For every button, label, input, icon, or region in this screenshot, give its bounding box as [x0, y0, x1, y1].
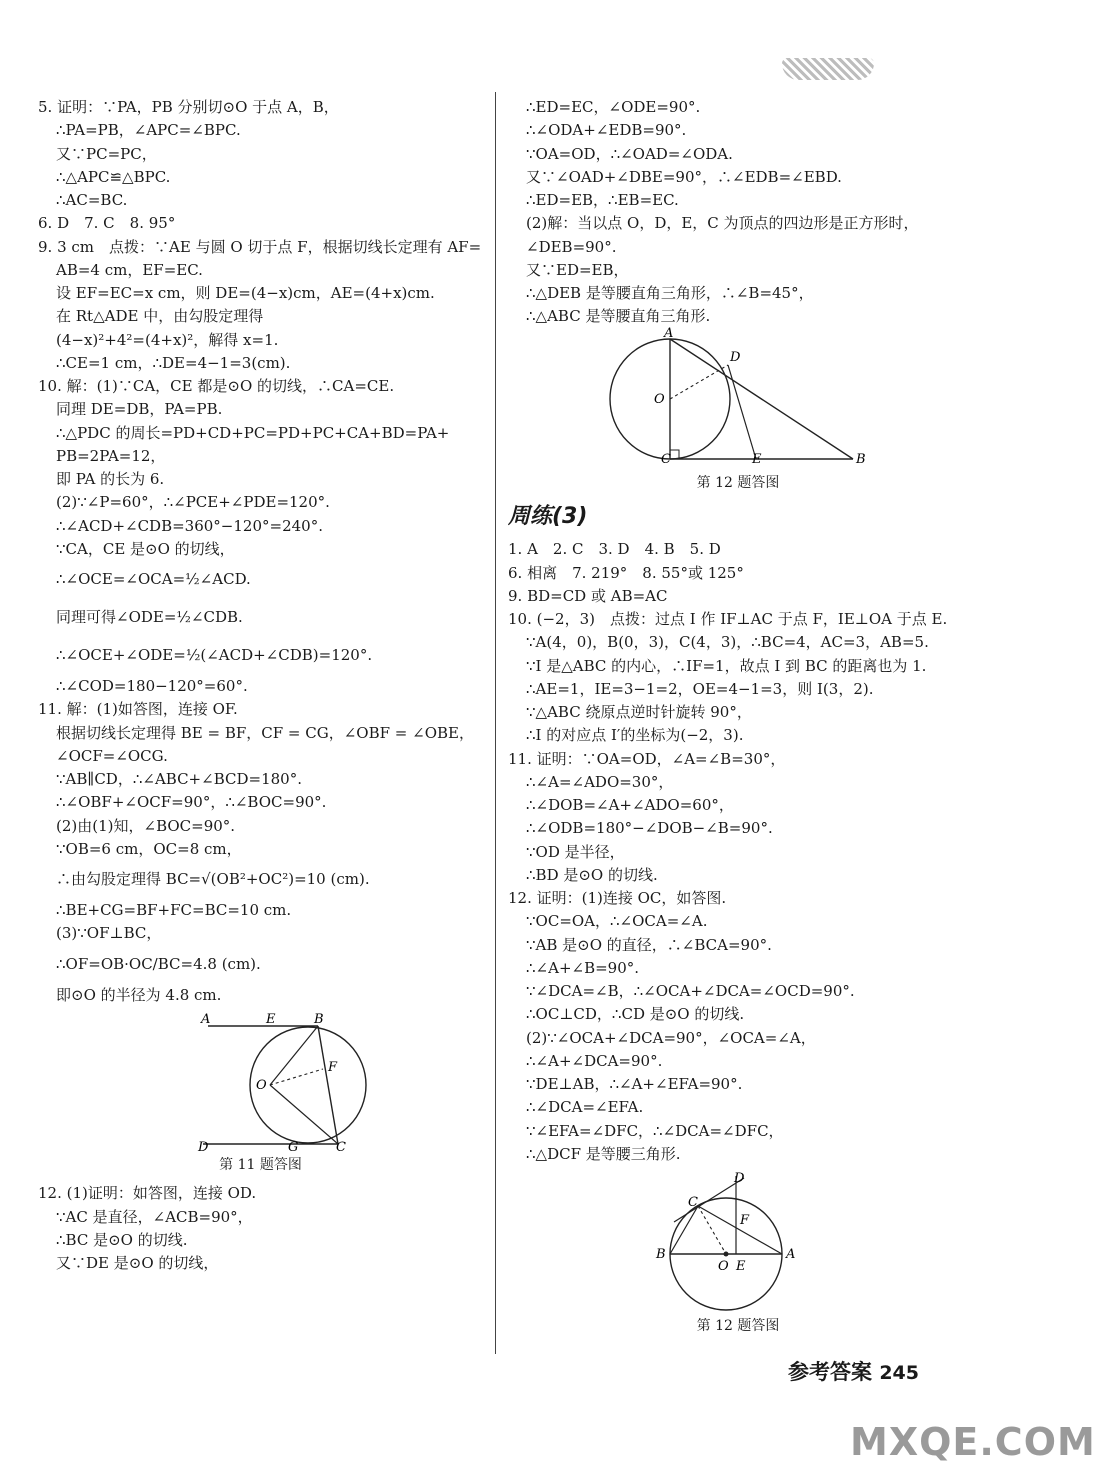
text-line: 在 Rt△ADE 中，由勾股定理得 [56, 307, 264, 326]
figure-11-diagram [38, 1013, 493, 1153]
text-line: (2)∵∠OCA+∠DCA=90°，∠OCA=∠A， [526, 1028, 816, 1047]
fig12b-label: A [786, 1247, 796, 1263]
text-line: ∴∠A+∠B=90°. [526, 958, 640, 977]
text-line: (3)∵OF⊥BC， [56, 924, 162, 943]
text-line: 根据切线长定理得 BE = BF，CF = CG，∠OBF = ∠OBE， [56, 723, 474, 742]
text-line: ∴∠A+∠DCA=90°. [526, 1051, 663, 1070]
fig11-label: O [256, 1077, 267, 1093]
text-line: (4−x)²+4²=(4+x)²，解得 x=1. [56, 330, 279, 349]
fig12a-label: B [856, 451, 866, 467]
text-line: 又∵ED=EB， [526, 260, 629, 279]
section-title: 周练(3) [508, 504, 588, 530]
text-line: 又∵∠OAD+∠DBE=90°，∴∠EDB=∠EBD. [526, 167, 842, 186]
text-line: 9. 3 cm 点拨：∵AE 与圆 O 切于点 F，根据切线长定理有 AF= [38, 237, 482, 256]
right-column [508, 96, 968, 1344]
fig12b-label: D [734, 1171, 745, 1187]
text-line: ∵A(4，0)，B(0，3)，C(4，3)，∴BC=4，AC=3，AB=5. [526, 633, 929, 652]
fig11-label: B [314, 1011, 324, 1027]
fraction-line-2: 同理可得∠ODE=½∠CDB. [56, 608, 243, 627]
text-line: PB=2PA=12， [56, 446, 166, 465]
text-line: 11. 解：(1)如答图，连接 OF. [38, 700, 238, 719]
text-line: ∠DEB=90°. [526, 237, 617, 256]
text-line: ∵OB=6 cm，OC=8 cm， [56, 839, 242, 858]
text-line: ∴∠ODA+∠EDB=90°. [526, 121, 687, 140]
left-lines-c [38, 899, 493, 946]
text-line: ∴△DCF 是等腰三角形. [526, 1144, 681, 1163]
fraction-line-5: ∴OF=OB·OC/BC=4.8 (cm). [56, 954, 261, 973]
text-line: ∴PA=PB，∠APC=∠BPC. [56, 121, 241, 140]
fig12a-label: D [730, 349, 741, 365]
text-line: 设 EF=EC=x cm，则 DE=(4−x)cm，AE=(4+x)cm. [56, 284, 435, 302]
text-line: ∵OA=OD，∴∠OAD=∠ODA. [526, 144, 733, 163]
left-lines-b [38, 675, 493, 861]
fig12b-label: B [656, 1247, 666, 1263]
text-line: ∴△PDC 的周长=PD+CD+PC=PD+PC+CA+BD=PA+ [56, 423, 450, 442]
text-line: ∴∠A=∠ADO=30°， [526, 772, 674, 791]
fig12a-label: E [752, 451, 762, 467]
text-line: ∴BC 是⊙O 的切线. [56, 1230, 188, 1249]
text-line: ∴BE+CG=BF+FC=BC=10 cm. [56, 901, 292, 919]
text-line: ∵CA，CE 是⊙O 的切线， [56, 539, 235, 558]
text-line: ∴AC=BC. [56, 191, 128, 209]
text-line: ∴∠OBF+∠OCF=90°，∴∠BOC=90°. [56, 793, 327, 812]
text-line: 6. 相离 7. 219° 8. 55°或 125° [508, 563, 744, 582]
left-column [38, 96, 493, 1275]
text-line: 5. 证明：∵PA，PB 分别切⊙O 于点 A，B， [38, 98, 339, 116]
footer-label: 参考答案 [788, 1360, 872, 1384]
text-line: ∴∠DOB=∠A+∠ADO=60°， [526, 796, 734, 815]
fig11-label: E [266, 1011, 276, 1027]
figure-11-caption: 第 11 题答图 [219, 1156, 302, 1173]
text-line: ∵I 是△ABC 的内心，∴IF=1，故点 I 到 BC 的距离也为 1. [526, 656, 927, 675]
text-line: 1. A 2. C 3. D 4. B 5. D [508, 540, 721, 559]
text-line: ∠OCF=∠OCG. [56, 746, 168, 765]
fig11-label: D [198, 1139, 209, 1155]
text-line: ∴OC⊥CD，∴CD 是⊙O 的切线. [526, 1005, 745, 1024]
text-line: 10. (−2，3) 点拨：过点 I 作 IF⊥AC 于点 F，IE⊥OA 于点 E. [508, 610, 948, 629]
fig11-label: G [288, 1139, 299, 1155]
text-line: ∵△ABC 绕原点逆时针旋转 90°， [526, 703, 752, 722]
fig11-label: C [336, 1139, 346, 1155]
text-line: ∴ED=EC，∠ODE=90°. [526, 98, 701, 116]
text-line: ∴△APC≌△BPC. [56, 167, 171, 186]
text-line: 12. (1)证明：如答图，连接 OD. [38, 1184, 257, 1203]
text-line: ∵∠DCA=∠B，∴∠OCA+∠DCA=∠OCD=90°. [526, 982, 855, 1001]
left-lines-a [38, 96, 493, 561]
text-line: ∵OC=OA，∴∠OCA=∠A. [526, 912, 708, 931]
text-line: ∴∠ODB=180°−∠DOB−∠B=90°. [526, 819, 773, 838]
text-line: 同理 DE=DB，PA=PB. [56, 400, 223, 419]
text-line: 又∵DE 是⊙O 的切线， [56, 1254, 219, 1273]
text-line: ∵AB∥CD，∴∠ABC+∠BCD=180°. [56, 770, 302, 788]
watermark: MXQE.COM [850, 1420, 1096, 1464]
text-line: ∴△DEB 是等腰直角三角形，∴∠B=45°， [526, 284, 814, 302]
text-line: AB=4 cm，EF=EC. [56, 260, 203, 279]
fraction-line-1: ∴∠OCE=∠OCA=½∠ACD. [56, 570, 251, 589]
fig12b-label: F [740, 1213, 750, 1229]
text-line: ∴△ABC 是等腰直角三角形. [526, 307, 711, 326]
fig12a-label: C [661, 451, 671, 467]
page-footer [788, 1356, 919, 1386]
text-line: 11. 证明：∵OA=OD，∠A=∠B=30°， [508, 749, 786, 768]
fig12b-label: C [688, 1195, 698, 1211]
figure-12b-diagram [508, 1172, 968, 1314]
fraction-line-4: ∴由勾股定理得 BC=√(OB²+OC²)=10 (cm). [56, 870, 370, 889]
text-line: ∴ED=EB，∴EB=EC. [526, 191, 679, 209]
fig11-label: F [328, 1059, 338, 1075]
figure-12a-diagram [508, 325, 968, 467]
figure-12b-caption: 第 12 题答图 [696, 1318, 780, 1335]
text-line: 即⊙O 的半径为 4.8 cm. [56, 985, 222, 1004]
text-line: ∵AC 是直径，∠ACB=90°， [56, 1207, 253, 1226]
text-line: ∴AE=1，IE=3−1=2，OE=4−1=3，则 I(3，2). [526, 679, 874, 698]
figure-12a-caption: 第 12 题答图 [696, 474, 780, 491]
text-line: ∴∠COD=180−120°=60°. [56, 677, 248, 695]
right-lines-a [508, 96, 968, 329]
text-line: 12. 证明：(1)连接 OC，如答图. [508, 889, 727, 908]
text-line: ∴∠ACD+∠CDB=360°−120°=240°. [56, 516, 323, 535]
corner-decoration [782, 58, 874, 80]
text-line: 6. D 7. C 8. 95° [38, 214, 176, 233]
text-line: (2)解：当以点 O，D，E，C 为顶点的四边形是正方形时， [526, 214, 919, 233]
text-line: ∴I 的对应点 I′的坐标为(−2，3). [526, 726, 744, 745]
text-line: 即 PA 的长为 6. [56, 470, 165, 488]
text-line: (2)∵∠P=60°，∴∠PCE+∠PDE=120°. [56, 493, 330, 512]
column-divider [495, 92, 496, 1354]
fig11-label: A [201, 1011, 211, 1027]
text-line: 9. BD=CD 或 AB=AC [508, 586, 668, 605]
left-lines-e [38, 1182, 493, 1275]
fig12b-label: E [736, 1259, 746, 1275]
page-number: 245 [879, 1362, 919, 1384]
right-lines-b [508, 538, 968, 1166]
fig12a-label: A [664, 325, 674, 341]
text-line: (2)由(1)知，∠BOC=90°. [56, 816, 236, 835]
text-line: ∴BD 是⊙O 的切线. [526, 865, 658, 884]
text-line: ∵OD 是半径， [526, 842, 625, 861]
fig12b-label: O [718, 1259, 729, 1275]
text-line: ∵∠EFA=∠DFC，∴∠DCA=∠DFC， [526, 1121, 784, 1140]
fig12a-label: O [654, 391, 665, 407]
text-line: ∵DE⊥AB，∴∠A+∠EFA=90°. [526, 1075, 743, 1094]
fraction-line-3: ∴∠OCE+∠ODE=½(∠ACD+∠CDB)=120°. [56, 646, 373, 665]
text-line: 又∵PC=PC， [56, 144, 157, 163]
text-line: 10. 解：(1)∵CA，CE 都是⊙O 的切线，∴CA=CE. [38, 377, 395, 395]
text-line: ∴CE=1 cm，∴DE=4−1=3(cm). [56, 353, 291, 372]
text-line: ∴∠DCA=∠EFA. [526, 1098, 644, 1117]
text-line: ∵AB 是⊙O 的直径，∴∠BCA=90°. [526, 935, 772, 954]
left-lines-d [38, 984, 493, 1007]
